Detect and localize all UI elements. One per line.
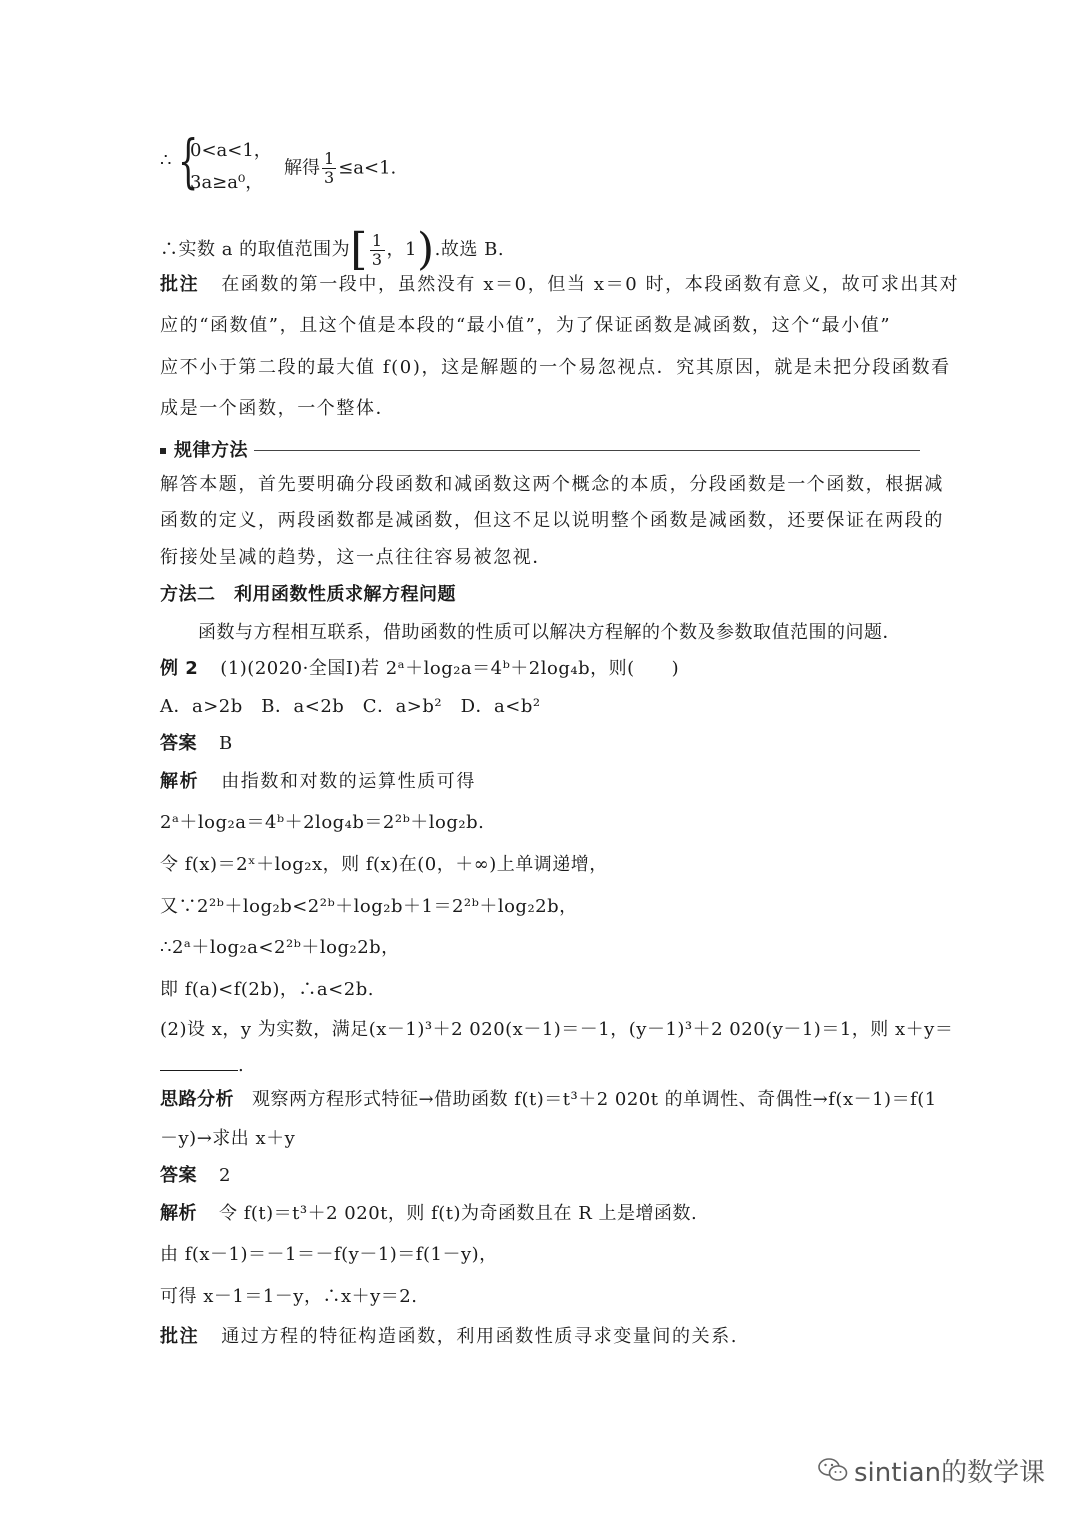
analysis2-line-1: 解析 令 f(t)＝t³＋2 020t，则 f(t)为奇函数且在 R 上是增函数. [160, 1203, 698, 1224]
system-row-2: 3a≥a⁰， [190, 172, 264, 193]
analysis2-line-3: 可得 x－1＝1－y，∴x＋y＝2. [160, 1286, 418, 1307]
method2-intro: 函数与方程相互联系，借助函数的性质可以解决方程解的个数及参数取值范围的问题． [198, 622, 901, 643]
example2-label: 例 2 [160, 658, 199, 679]
law-header: 规律方法 [160, 438, 248, 464]
left-bracket: [ [350, 224, 368, 275]
system-solution [284, 150, 396, 187]
example2-question-2: (2)设 x，y 为实数，满足(x－1)³＋2 020(x－1)＝－1，(y－1)³＋2 020(y－1)＝1，则 x＋y＝ [160, 1019, 954, 1040]
answer2-line: 答案 2 [160, 1165, 231, 1186]
analysis1-line-3: 令 f(x)＝2ˣ＋log₂x，则 f(x)在(0，＋∞)上单调递增， [160, 854, 608, 875]
fraction-one-third: $\frac{1}{3}$ [324, 149, 335, 187]
note1-line-3: 应不小于第二段的最大值 f(0)，这是解题的一个易忽视点．究其原因，就是未把分段函数看 [160, 357, 951, 378]
analysis1-label: 解析 [160, 771, 200, 792]
wechat-icon [818, 1457, 848, 1490]
answer-blank-line: . [160, 1052, 244, 1079]
left-brace: { [178, 127, 199, 195]
note2-label: 批注 [160, 1326, 200, 1347]
analysis1-line-5: ∴2ᵃ＋log₂a<2²ᵇ＋log₂2b， [160, 937, 400, 958]
solve-suffix: ≤a<1. [338, 157, 397, 179]
example2-question-1: 例 2 (1)(2020·全国Ⅰ)若 2ᵃ＋log₂a＝4ᵇ＋2log₄b，则( ) [160, 658, 680, 679]
note1-line-4: 成是一个函数，一个整体． [160, 398, 396, 419]
idea-line-2: －y)→求出 x＋y [160, 1128, 296, 1149]
header-rule [254, 450, 920, 451]
analysis2-label: 解析 [160, 1203, 197, 1224]
right-paren: ) [417, 224, 435, 275]
answer1-label: 答案 [160, 733, 197, 754]
system-row-1: 0<a<1， [190, 140, 272, 161]
note1-line-1: 批注 在函数的第一段中，虽然没有 x＝0，但当 x＝0 时，本段函数有意义，故可求出其对 [160, 274, 960, 295]
analysis1-line-2: 2ᵃ＋log₂a＝4ᵇ＋2log₄b＝2²ᵇ＋log₂b. [160, 812, 485, 833]
note2-line: 批注 通过方程的特征构造函数，利用函数性质寻求变量间的关系. [160, 1326, 739, 1347]
watermark: sintian的数学课 [818, 1452, 1045, 1490]
answer2-label: 答案 [160, 1165, 197, 1186]
square-bullet-icon [160, 448, 166, 454]
answer1-line: 答案 B [160, 733, 233, 754]
example2-options: A．a>2b B．a<2b C．a>b² D．a<b² [160, 696, 541, 717]
idea-label: 思路分析 [160, 1089, 234, 1110]
note1-line-2: 应的“函数值”，且这个值是本段的“最小值”，为了保证函数是减函数，这个“最小值” [160, 315, 892, 336]
method2-title: 方法二 利用函数性质求解方程问题 [160, 584, 456, 605]
answer-blank [160, 1052, 238, 1071]
analysis1-line-4: 又∵2²ᵇ＋log₂b<2²ᵇ＋log₂b＋1＝2²ᵇ＋log₂2b， [160, 896, 578, 917]
range-line: ∴实数 a 的取值范围为[ $\frac{1}{3}$ ，1).故选 B. [160, 224, 505, 275]
analysis1-line-1: 解析 由指数和对数的运算性质可得 [160, 771, 477, 792]
analysis1-line-6: 即 f(a)<f(2b)，∴a<2b. [160, 979, 374, 1000]
idea-line-1: 思路分析 观察两方程形式特征→借助函数 f(t)＝t³＋2 020t 的单调性、奇偶性→f(x－1)＝f(1 [160, 1089, 937, 1110]
law-line-2: 函数的定义，两段函数都是减函数，但这不足以说明整个函数是减函数，还要保证在两段的 [160, 510, 944, 531]
solve-prefix: 解得 [284, 157, 320, 179]
range-fraction: $\frac{1}{3}$ [371, 230, 383, 269]
note1-label: 批注 [160, 274, 200, 295]
law-line-1: 解答本题，首先要明确分段函数和减函数这两个概念的本质，分段函数是一个函数，根据减 [160, 474, 944, 495]
analysis2-line-2: 由 f(x－1)＝－1＝－f(y－1)＝f(1－y)， [160, 1244, 498, 1265]
therefore-symbol: ∴ [160, 150, 172, 171]
law-line-3: 衔接处呈减的趋势，这一点往往容易被忽视． [160, 547, 552, 568]
